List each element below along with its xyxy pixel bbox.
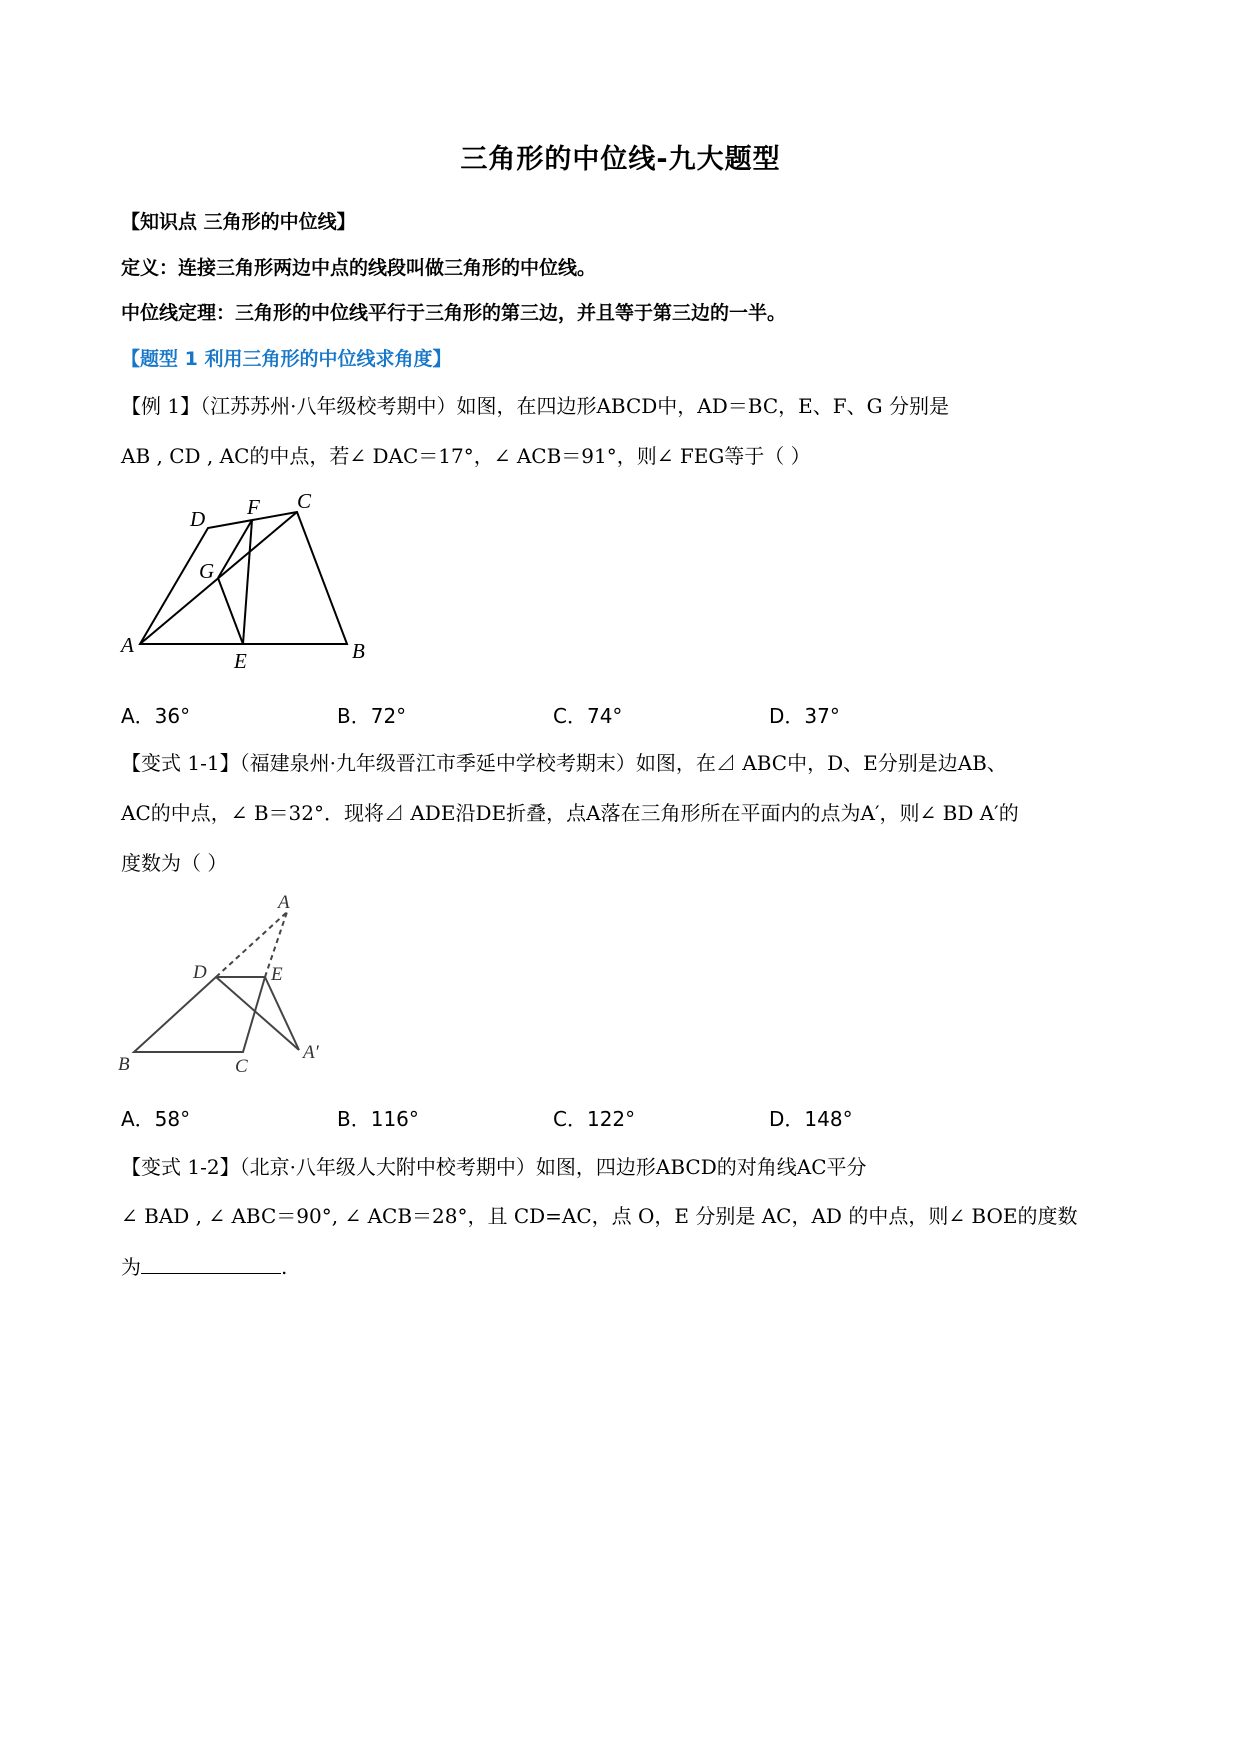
knowledge-heading: 【知识点 三角形的中位线】 [121, 211, 356, 233]
variant1-1-choice-c[interactable]: C．122° [553, 1107, 636, 1131]
example1-choice-b[interactable]: B．72° [337, 704, 407, 728]
label-d: D [190, 507, 206, 531]
variant1-1-line3: 度数为（ ） [121, 851, 228, 875]
trapezoid-bdec [134, 977, 265, 1052]
label-b: B [118, 1054, 130, 1075]
label-a: A [121, 633, 134, 657]
label-d: D [193, 962, 207, 983]
example1-choice-c[interactable]: C．74° [553, 704, 623, 728]
variant1-1-line2: AC的中点，∠ B＝32°．现将⊿ ADE沿DE折叠，点A落在三角形所在平面内的点为A′，则∠ BD A′的 [121, 801, 1019, 825]
answer-blank[interactable] [141, 1255, 281, 1274]
label-f: F [247, 495, 260, 519]
example1-line2: AB , CD , AC的中点，若∠ DAC＝17°，∠ ACB＝91°，则∠ FEG等于（ ） [121, 444, 811, 468]
variant1-1-figure [112, 890, 332, 1080]
segment-gf [218, 520, 252, 578]
variant1-1-choice-a[interactable]: A．58° [121, 1107, 191, 1131]
variant1-2-line1: 【变式 1-2】（北京·八年级人大附中校考期中）如图，四边形ABCD的对角线AC平分 [121, 1155, 867, 1179]
type1-heading: 【题型 1 利用三角形的中位线求角度】 [121, 348, 452, 370]
variant1-2-line3 [121, 1251, 287, 1280]
variant1-1-line1: 【变式 1-1】（福建泉州·九年级晋江市季延中学校考期末）如图，在⊿ ABC中，D、E分别是边AB、 [121, 751, 1007, 775]
variant1-2-suffix: . [281, 1255, 288, 1279]
label-a: A [278, 892, 290, 913]
label-a-prime: A′ [303, 1042, 319, 1063]
variant1-1-choice-b[interactable]: B．116° [337, 1107, 419, 1131]
definition-text: 定义：连接三角形两边中点的线段叫做三角形的中位线。 [121, 257, 597, 279]
page-title: 三角形的中位线-九大题型 [460, 144, 781, 175]
label-g: G [199, 559, 215, 583]
variant1-1-choice-d[interactable]: D．148° [769, 1107, 853, 1131]
example1-choice-a[interactable]: A．36° [121, 704, 191, 728]
example1-choice-d[interactable]: D．37° [769, 704, 840, 728]
label-b: B [352, 639, 365, 663]
segment-eg [218, 578, 243, 644]
segment-e-aprime [265, 977, 299, 1050]
label-c: C [235, 1056, 248, 1077]
label-c: C [297, 490, 312, 513]
variant1-2-line2: ∠ BAD , ∠ ABC＝90°, ∠ ACB＝28°，且 CD=AC，点 O，E 分别是 AC，AD 的中点，则∠ BOE的度数 [121, 1204, 1078, 1228]
theorem-text: 中位线定理：三角形的中位线平行于三角形的第三边，并且等于第三边的一半。 [121, 302, 787, 324]
segment-d-aprime [216, 977, 299, 1050]
segment-ef [243, 520, 252, 644]
label-e: E [234, 649, 247, 673]
label-e: E [271, 964, 283, 985]
example1-figure [115, 490, 385, 675]
example1-line1: 【例 1】（江苏苏州·八年级校考期中）如图，在四边形ABCD中，AD＝BC，E、F、G 分别是 [121, 394, 949, 418]
variant1-2-prefix: 为 [121, 1255, 141, 1279]
